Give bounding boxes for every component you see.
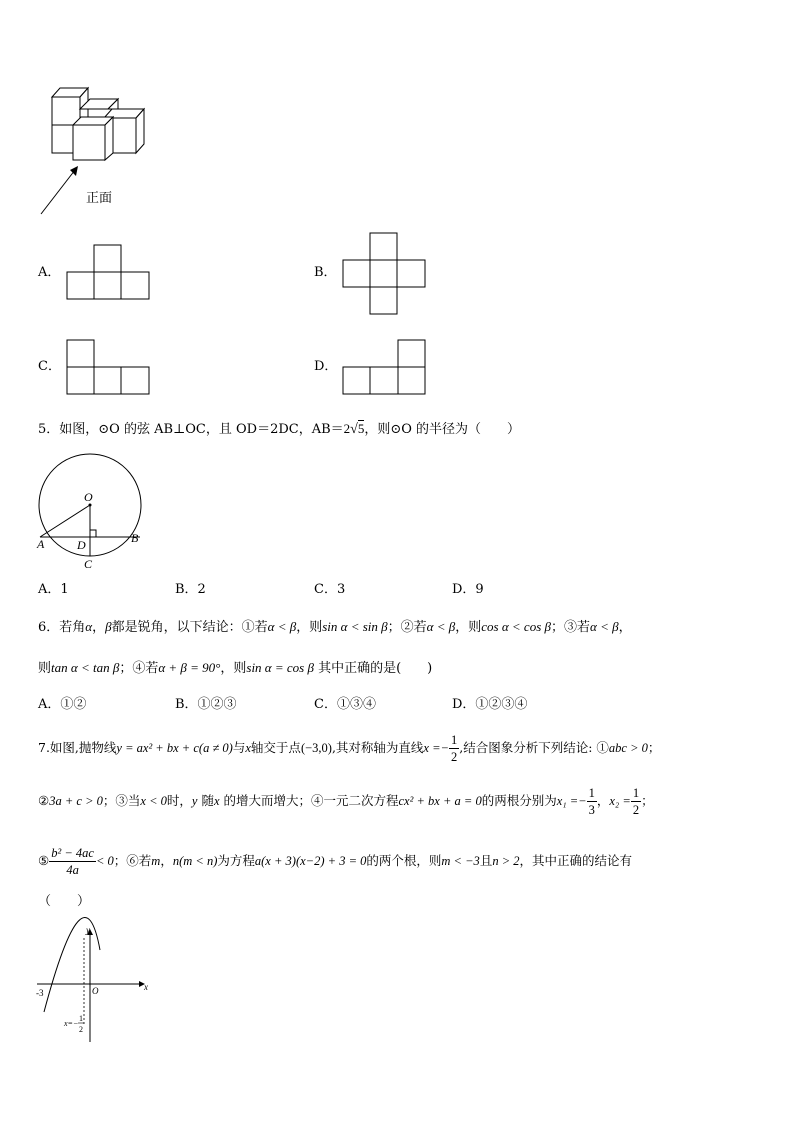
q7-math: y — [191, 794, 198, 808]
q6-text: ；④若 — [119, 661, 159, 676]
q5-option-d: D．9 — [452, 582, 484, 597]
q7-math: x — [245, 741, 251, 755]
q6-math: tan α < tan β — [51, 660, 120, 675]
q5-stem-coef: 2 — [343, 421, 351, 436]
q7-math: m < −3 — [441, 854, 480, 868]
frac-den: 4a — [66, 863, 79, 877]
q7-math: x =− — [423, 741, 449, 755]
q7-math: a(x + 3)(x−2) + 3 = 0 — [254, 854, 367, 868]
q6-option-a: A．①② — [38, 697, 87, 712]
q7-math: 3a + c > 0 — [49, 794, 103, 808]
q6-math: α — [85, 619, 93, 634]
q7-text: ； — [641, 793, 654, 808]
q7-math: (−3,0) — [300, 741, 332, 755]
q4-option-c-label: C． — [38, 359, 61, 374]
q5-sqrt: √ — [350, 422, 358, 437]
q7-math: y = ax² + bx + c(a ≠ 0) — [116, 741, 233, 755]
q7-text: ,其对称轴为直线 — [331, 740, 424, 755]
q6-math: β — [105, 619, 112, 634]
frac-den: 2 — [632, 803, 640, 817]
q7-math: < 0 — [95, 854, 114, 868]
q6-math: α < β — [590, 619, 619, 634]
q7-graph-origin-label: O — [92, 986, 99, 996]
q6-text: 则 — [38, 661, 52, 676]
q5-option-a: A．1 — [38, 582, 69, 597]
q6-text: ；②若 — [387, 620, 427, 635]
q7-graph-y-label: y — [86, 925, 90, 935]
q6-text: 其中正确的是( ) — [313, 661, 433, 676]
q7-graph-x-label: x — [144, 982, 148, 992]
front-view-label: 正面 — [86, 191, 113, 206]
q7-text: 随 — [197, 793, 214, 808]
frac-num: 1 — [632, 786, 640, 800]
q4-option-a-label: A． — [38, 265, 61, 280]
q7-text: 轴交于点 — [250, 740, 301, 755]
frac-den: 2 — [450, 750, 458, 764]
q6-text: 6．若角 — [38, 620, 86, 635]
q6-text: ；③若 — [550, 620, 590, 635]
q7-text: ⑤ — [38, 853, 50, 868]
q5-option-b: B．2 — [175, 582, 206, 597]
q5-stem-part2: ，则⊙O 的半径为（ ） — [364, 422, 521, 437]
q7-text: ② — [38, 793, 50, 808]
q5-label-d: D — [77, 538, 86, 552]
q6-math: sin α = cos β — [246, 660, 314, 675]
q7-text: ， — [160, 853, 173, 868]
q4-option-b-label: B． — [314, 265, 337, 280]
q7-math: x₂ = — [609, 794, 631, 808]
q7-text: 且 — [479, 853, 493, 868]
q5-label-a: A — [37, 537, 45, 551]
q5-label-c: C — [84, 557, 93, 571]
q6-option-b: B．①②③ — [175, 697, 237, 712]
q6-text: ，则 — [455, 620, 482, 635]
q7-text: 的两根分别为 — [481, 793, 557, 808]
q6-math: α < β — [426, 619, 456, 634]
q6-math: α + β = 90° — [158, 660, 221, 675]
q6-math: cos α < cos β — [481, 619, 551, 634]
q6-text: 都是锐角，以下结论：①若 — [111, 620, 268, 635]
q7-math: x₁ =− — [556, 794, 587, 808]
q7-math: abc > 0 — [608, 741, 648, 755]
q7-text: ,结合图象分析下列结论: ① — [459, 740, 609, 755]
frac-num: b² − 4ac — [51, 846, 94, 860]
q5-stem-part1: 5．如图，⊙O 的弦 AB⊥OC，且 OD＝2DC，AB＝ — [38, 422, 344, 437]
q7-text: ，其中正确的结论有 — [519, 853, 633, 868]
q6-text: ，则 — [220, 661, 247, 676]
q6-math: α < β — [267, 619, 297, 634]
q7-graph-axis-den: 2 — [79, 1025, 83, 1034]
q7-text: ， — [596, 793, 610, 808]
q6-option-d: D．①②③④ — [452, 697, 528, 712]
q5-label-b: B — [131, 531, 139, 545]
q6-text: ，则 — [296, 620, 323, 635]
q7-text: 的两个根，则 — [366, 853, 442, 868]
q7-math: n > 2 — [492, 854, 520, 868]
q7-graph-axis-eq: x=− — [64, 1019, 79, 1028]
q6-text: ， — [618, 620, 632, 635]
q5-label-o: O — [84, 490, 93, 504]
q7-text: 为方程 — [217, 853, 255, 868]
q5-option-c: C．3 — [314, 582, 346, 597]
q7-math: x — [213, 794, 220, 808]
q7-math: n(m < n) — [172, 854, 218, 868]
q7-graph-neg3-label: -3 — [36, 988, 44, 998]
q7-text: ；⑥若 — [113, 853, 152, 868]
q7-math: m — [151, 854, 161, 868]
q7-text: ； — [647, 740, 661, 755]
q7-graph-axis-num: 1 — [79, 1014, 83, 1023]
q7-text: 的增大而增大；④一元二次方程 — [219, 793, 399, 808]
q7-text: ；③当 — [102, 793, 141, 808]
q7-math: x < 0 — [140, 794, 167, 808]
q7-math: cx² + bx + a = 0 — [398, 794, 482, 808]
frac-den: 3 — [588, 803, 595, 817]
q5-stem-radicand: 5 — [357, 421, 365, 436]
q7-answer-bracket: （ ） — [38, 894, 91, 909]
frac-num: 1 — [588, 786, 595, 800]
frac-num: 1 — [450, 733, 458, 747]
q7-text: 与 — [232, 740, 246, 755]
q4-option-d-label: D． — [314, 359, 338, 374]
q6-text: ， — [92, 620, 106, 635]
q7-text: 7.如图,抛物线 — [38, 740, 117, 755]
q6-math: sin α < sin β — [322, 619, 388, 634]
q6-option-c: C．①③④ — [314, 697, 376, 712]
q7-text: 时， — [166, 793, 192, 808]
